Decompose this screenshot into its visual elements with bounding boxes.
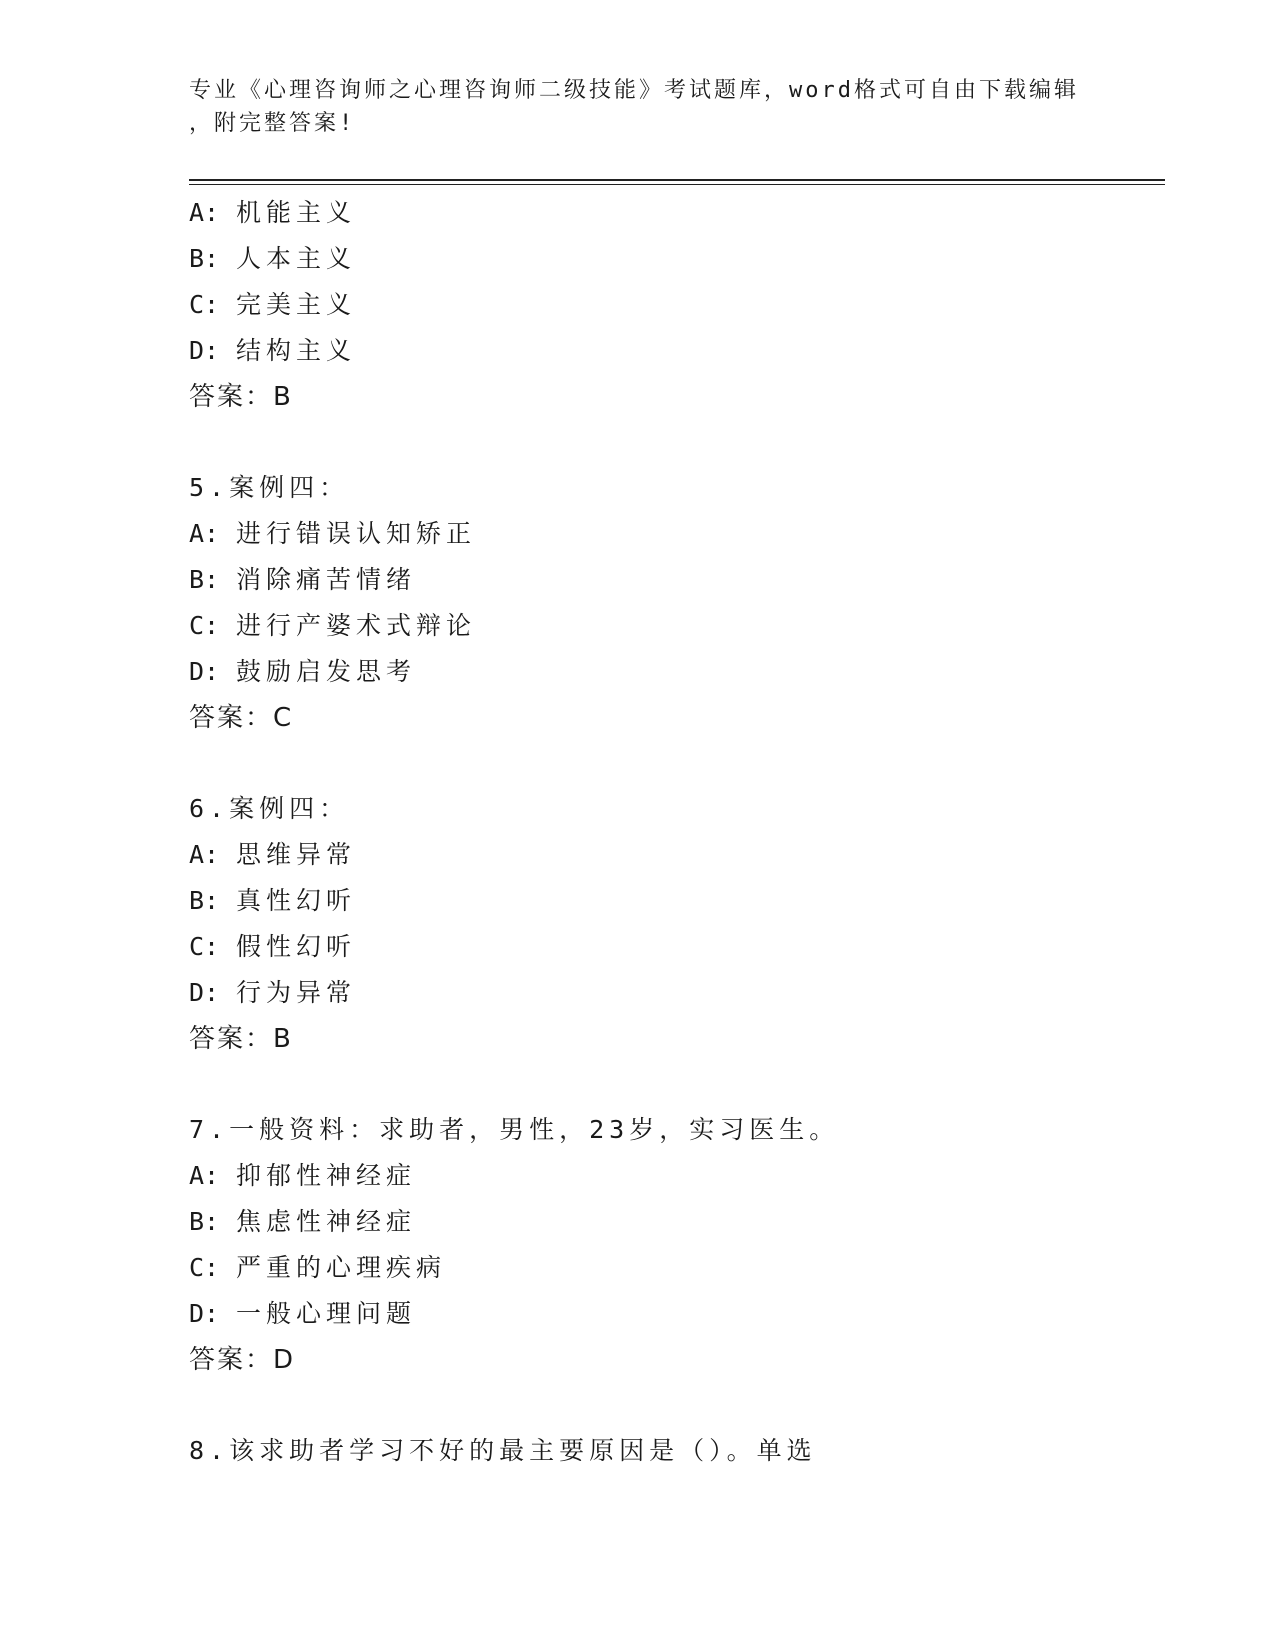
option-label: D: [189,1299,220,1328]
option-text: 完美主义 [236,290,357,319]
option-label: D: [189,336,220,365]
question-7 [189,1107,1149,1383]
question-title: 7.一般资料：求助者，男性，23岁，实习医生。 [189,1115,840,1144]
option-b [189,878,1149,924]
option-label: A: [189,840,220,869]
question-title: 5.案例四： [189,473,350,502]
option-text: 进行错误认知矫正 [236,519,477,548]
option-text: 假性幻听 [236,932,357,961]
option-a [189,832,1149,878]
option-text: 进行产婆术式辩论 [236,611,477,640]
option-a [189,190,1149,236]
option-label: B: [189,244,220,273]
option-d [189,970,1149,1016]
option-label: C: [189,611,220,640]
option-text: 焦虑性神经症 [236,1207,417,1236]
header-divider-thin [189,184,1165,185]
option-text: 人本主义 [236,244,357,273]
option-a [189,1153,1149,1199]
option-text: 行为异常 [236,978,357,1007]
answer-line [189,695,1149,741]
option-text: 严重的心理疾病 [236,1253,447,1282]
answer-line [189,1016,1149,1062]
option-a [189,511,1149,557]
header-divider-thick [189,179,1165,181]
option-label: A: [189,519,220,548]
option-c [189,1245,1149,1291]
answer-line [189,1337,1149,1383]
spacer [189,1383,1149,1428]
option-label: B: [189,886,220,915]
option-text: 抑郁性神经症 [236,1161,417,1190]
option-b [189,557,1149,603]
option-text: 一般心理问题 [236,1299,417,1328]
header-line-2: ，附完整答案! [189,111,356,136]
answer-value: B [273,382,291,412]
answer-line [189,374,1149,420]
spacer [189,1062,1149,1107]
option-label: D: [189,657,220,686]
question-title: 6.案例四： [189,794,350,823]
answer-label: 答案： [189,382,274,412]
option-d [189,1291,1149,1337]
option-label: C: [189,290,220,319]
answer-label: 答案： [189,1024,274,1054]
question-6 [189,786,1149,1062]
option-text: 机能主义 [236,198,357,227]
option-d [189,328,1149,374]
spacer [189,420,1149,465]
option-label: C: [189,1253,220,1282]
option-b [189,236,1149,282]
answer-label: 答案： [189,1345,274,1375]
answer-label: 答案： [189,703,274,733]
option-text: 结构主义 [236,336,357,365]
option-label: C: [189,932,220,961]
answer-value: D [273,1345,294,1375]
option-text: 鼓励启发思考 [236,657,417,686]
option-text: 消除痛苦情绪 [236,565,417,594]
option-label: B: [189,565,220,594]
header-line-1: 专业《心理咨询师之心理咨询师二级技能》考试题库，word格式可自由下载编辑 [189,78,1079,103]
option-text: 思维异常 [236,840,357,869]
option-c [189,603,1149,649]
question-4-fragment [189,190,1149,420]
option-b [189,1199,1149,1245]
spacer [189,741,1149,786]
option-label: D: [189,978,220,1007]
answer-value: C [273,703,292,733]
document-header [189,74,1089,140]
question-title: 8.该求助者学习不好的最主要原因是（）。单选 [189,1436,817,1465]
option-c [189,924,1149,970]
option-text: 真性幻听 [236,886,357,915]
option-c [189,282,1149,328]
option-label: A: [189,1161,220,1190]
question-8 [189,1428,1149,1474]
question-list [189,190,1149,1474]
question-5 [189,465,1149,741]
answer-value: B [273,1024,291,1054]
option-d [189,649,1149,695]
option-label: A: [189,198,220,227]
option-label: B: [189,1207,220,1236]
